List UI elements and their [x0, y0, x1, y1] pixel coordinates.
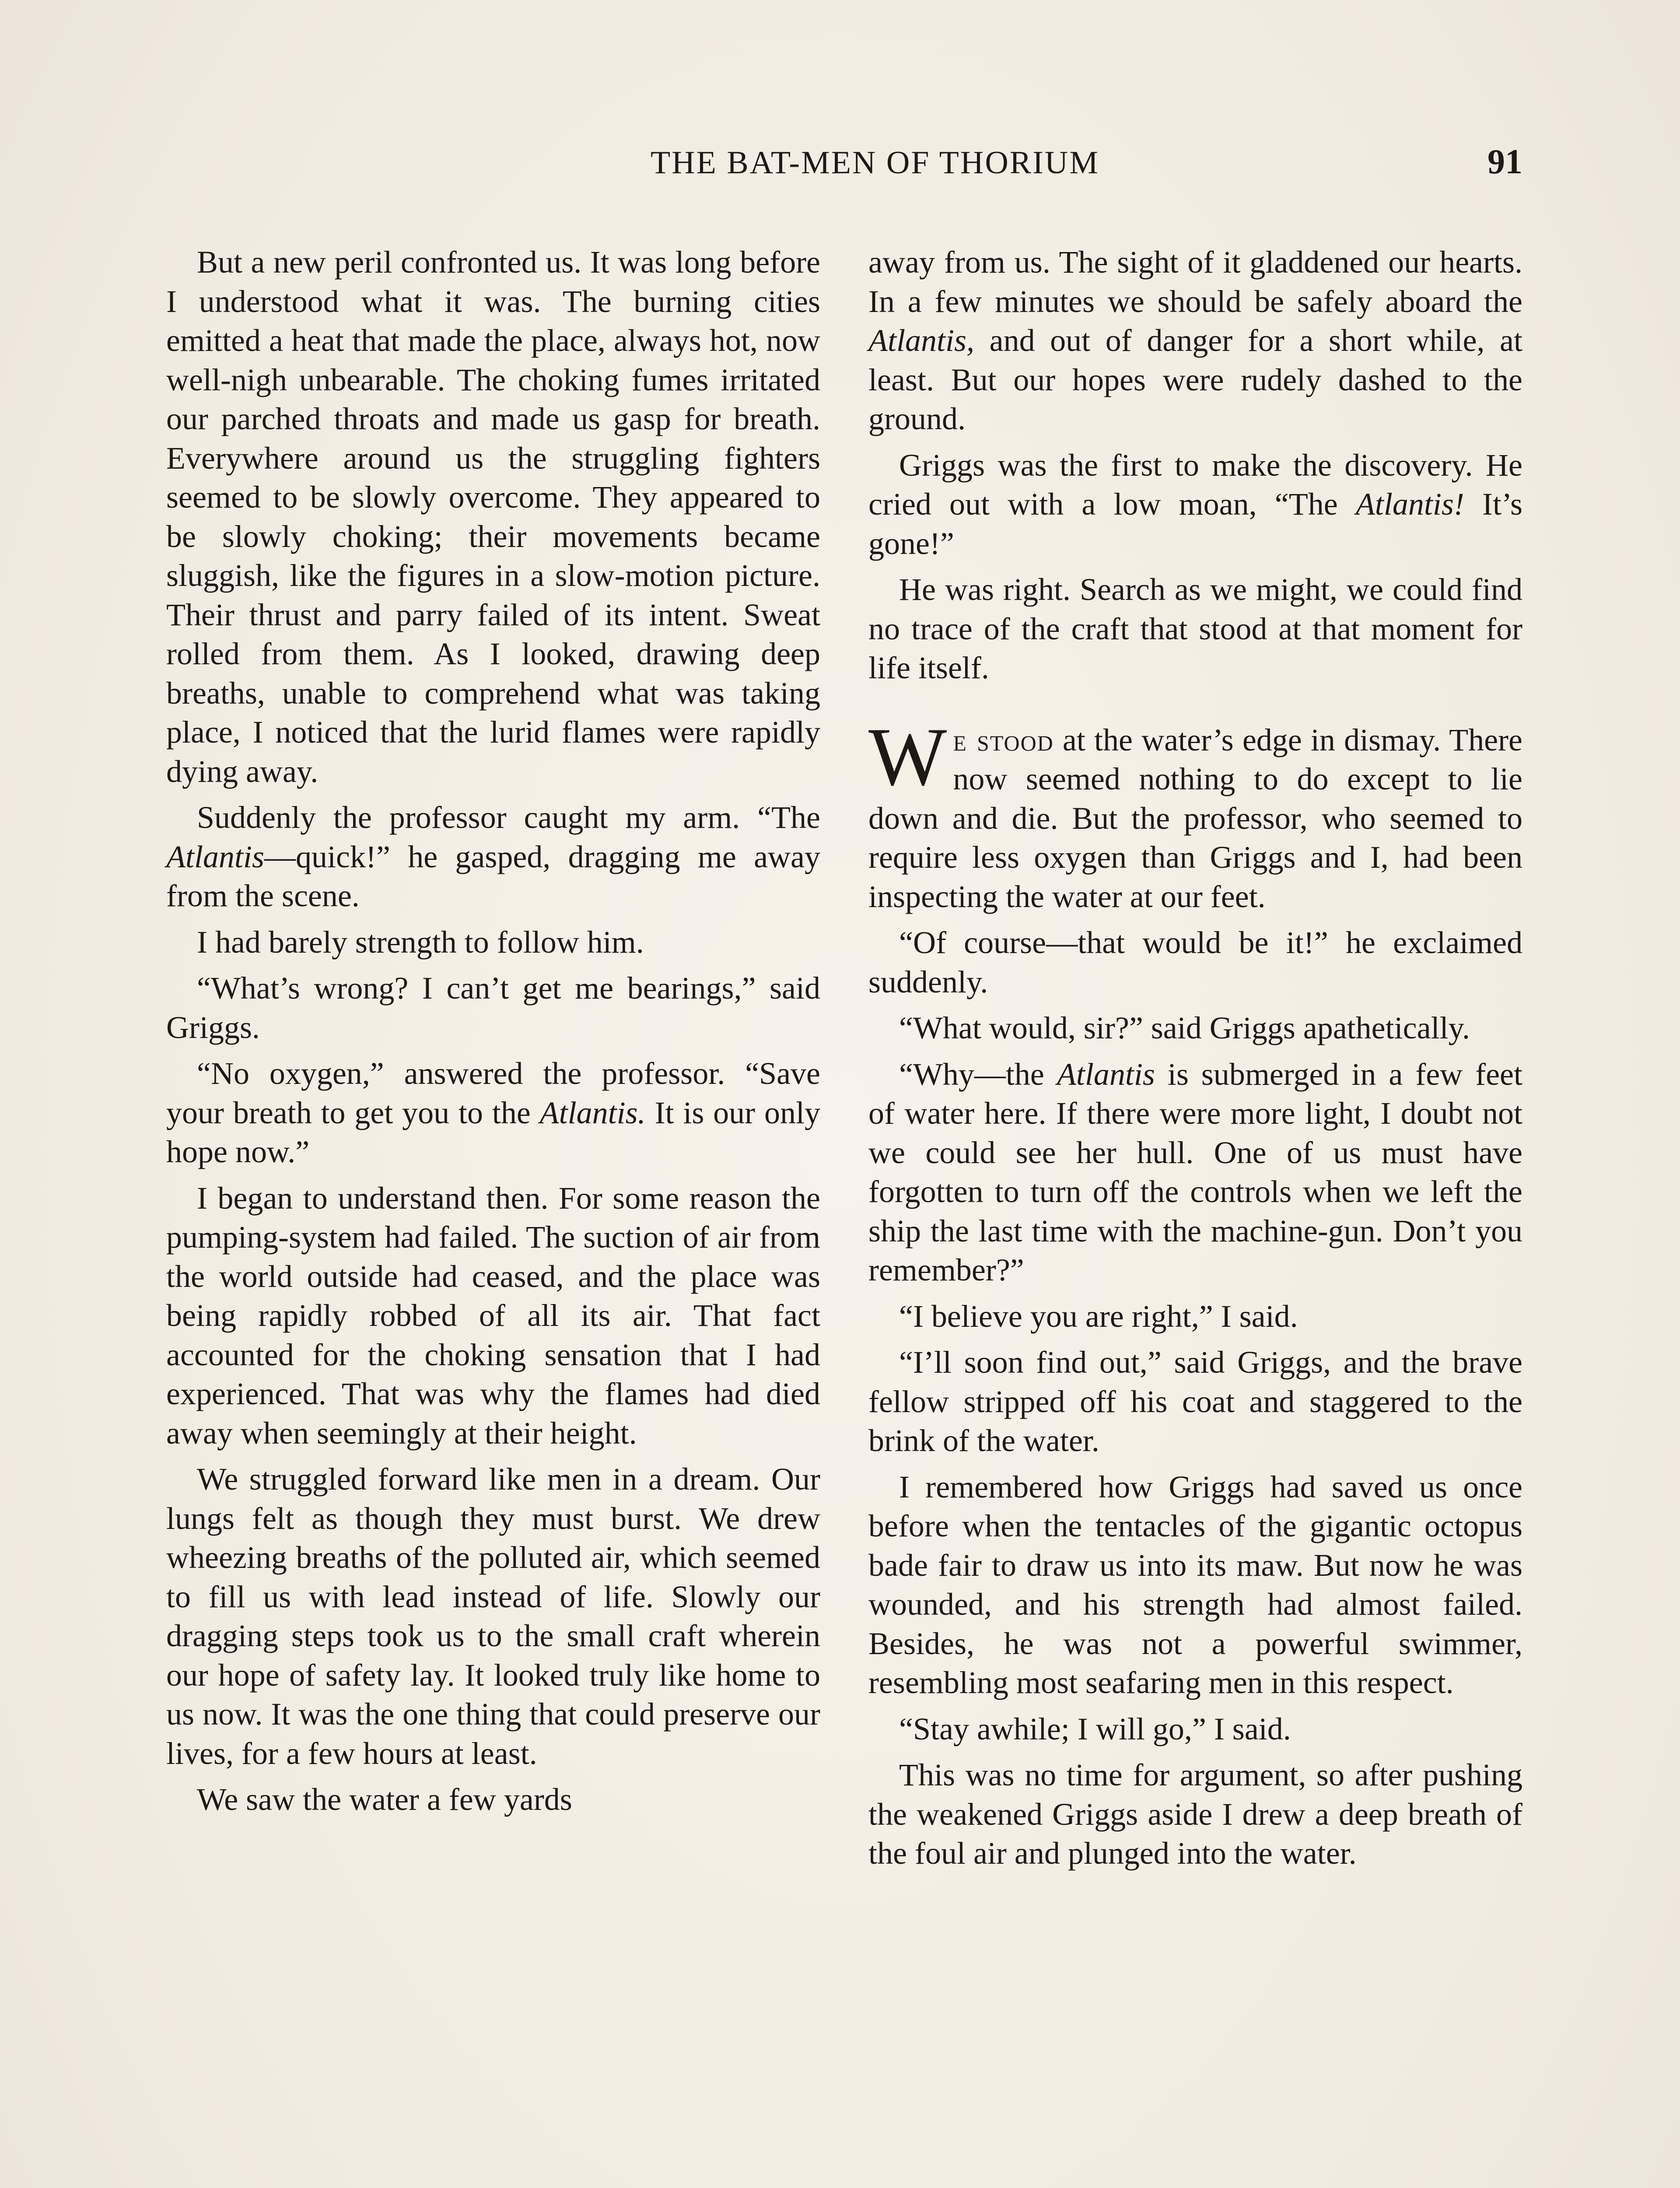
paragraph: Griggs was the first to make the discovery. He cried out with a low moan, “The Atlantis! It’s gone!” — [868, 447, 1522, 561]
right-column — [868, 243, 1522, 1880]
ship-name: Atlantis. — [539, 1095, 646, 1130]
paragraph: I remembered how Griggs had saved us once before when the tentacles of the gigantic octopus bade fair to draw us into its maw. But now he was wounded, and his strength had almost failed. Besides, he was not a powerful swimmer, resembling most seafaring men in this respect. — [868, 1469, 1522, 1700]
section-opening-paragraph: We stood at the water’s edge in dismay. There now seemed nothing to do except to lie down and die. But the professor, who seemed to require less oxygen than Griggs and I, had been inspecting the water at our feet. — [868, 711, 1522, 914]
paragraph: Suddenly the professor caught my arm. “The Atlantis—quick!” he gasped, dragging me away from the scene. — [166, 800, 820, 913]
drop-cap: W — [868, 711, 947, 803]
ship-name: Atlantis — [1057, 1056, 1155, 1092]
paragraph: “Stay awhile; I will go,” I said. — [899, 1711, 1291, 1746]
paragraph: “What would, sir?” said Griggs apathetically. — [899, 1010, 1470, 1045]
paragraph: “Of course—that would be it!” he exclaimed suddenly. — [868, 925, 1522, 999]
page-number: 91 — [1488, 143, 1522, 181]
paragraph: “I’ll soon find out,” said Griggs, and the brave fellow stripped off his coat and staggered to the brink of the water. — [868, 1345, 1522, 1458]
paragraph: He was right. Search as we might, we could find no trace of the craft that stood at that moment for life itself. — [868, 572, 1522, 685]
ship-name: Atlantis, — [868, 323, 975, 358]
paragraph: “Why—the Atlantis is submerged in a few feet of water here. If there were more light, I doubt not we could see her hull. One of us must have forgotten to turn off the controls when we left the ship the last time with the machine-gun. Don’t you remember?” — [868, 1056, 1523, 1287]
paragraph: But a new peril confronted us. It was long before I understood what it was. The burning cities emitted a heat that made the place, always hot, now well-nigh unbearable. The choking fumes irritated our parched throats and made us gasp for breath. Everywhere around us the struggling fighters seemed to be slowly overcome. They appeared to be slowly choking; their movements became sluggish, like the figures in a slow-motion picture. Their thrust and parry failed of its intent. Sweat rolled from them. As I looked, drawing deep breaths, unable to comprehend what was taking place, I noticed that the lurid flames were rapidly dying away. — [166, 245, 820, 789]
paragraph: We saw the water a few yards — [197, 1782, 572, 1817]
paragraph: We struggled forward like men in a dream. Our lungs felt as though they must burst. We drew wheezing breaths of the polluted air, which seemed to fill us with lead instead of life. Slowly our dragging steps took us to the small craft wherein our hope of safety lay. It looked truly like home to us now. It was the one thing that could preserve our lives, for a few hours at least. — [166, 1462, 820, 1771]
paragraph: “No oxygen,” answered the professor. “Save your breath to get you to the Atlantis. It is our only hope now.” — [166, 1056, 820, 1169]
ship-name: Atlantis — [166, 839, 265, 874]
paragraph: I had barely strength to follow him. — [197, 924, 644, 960]
paragraph: I began to understand then. For some reason the pumping-system had failed. The suction of air from the world outside had ceased, and the place was being rapidly robbed of all its air. That fact accounted for the choking sensation that I had experienced. That was why the flames had died away when seemingly at their height. — [166, 1180, 820, 1451]
ship-name: Atlantis! — [1355, 487, 1464, 522]
paragraph: “What’s wrong? I can’t get me bearings,” said Griggs. — [166, 971, 820, 1045]
small-caps-lead: e stood — [953, 722, 1054, 757]
paragraph: “I believe you are right,” I said. — [899, 1298, 1298, 1334]
paragraph: away from us. The sight of it gladdened our hearts. In a few minutes we should be safely aboard the Atlantis, and out of danger for a short while, at least. But our hopes were rudely dashed to the ground. — [868, 245, 1522, 436]
paragraph: This was no time for argument, so after pushing the weakened Griggs aside I drew a deep breath of the foul air and plunged into the water. — [868, 1757, 1522, 1871]
running-title: THE BAT-MEN OF THORIUM — [650, 145, 1099, 181]
left-column — [166, 243, 820, 1827]
